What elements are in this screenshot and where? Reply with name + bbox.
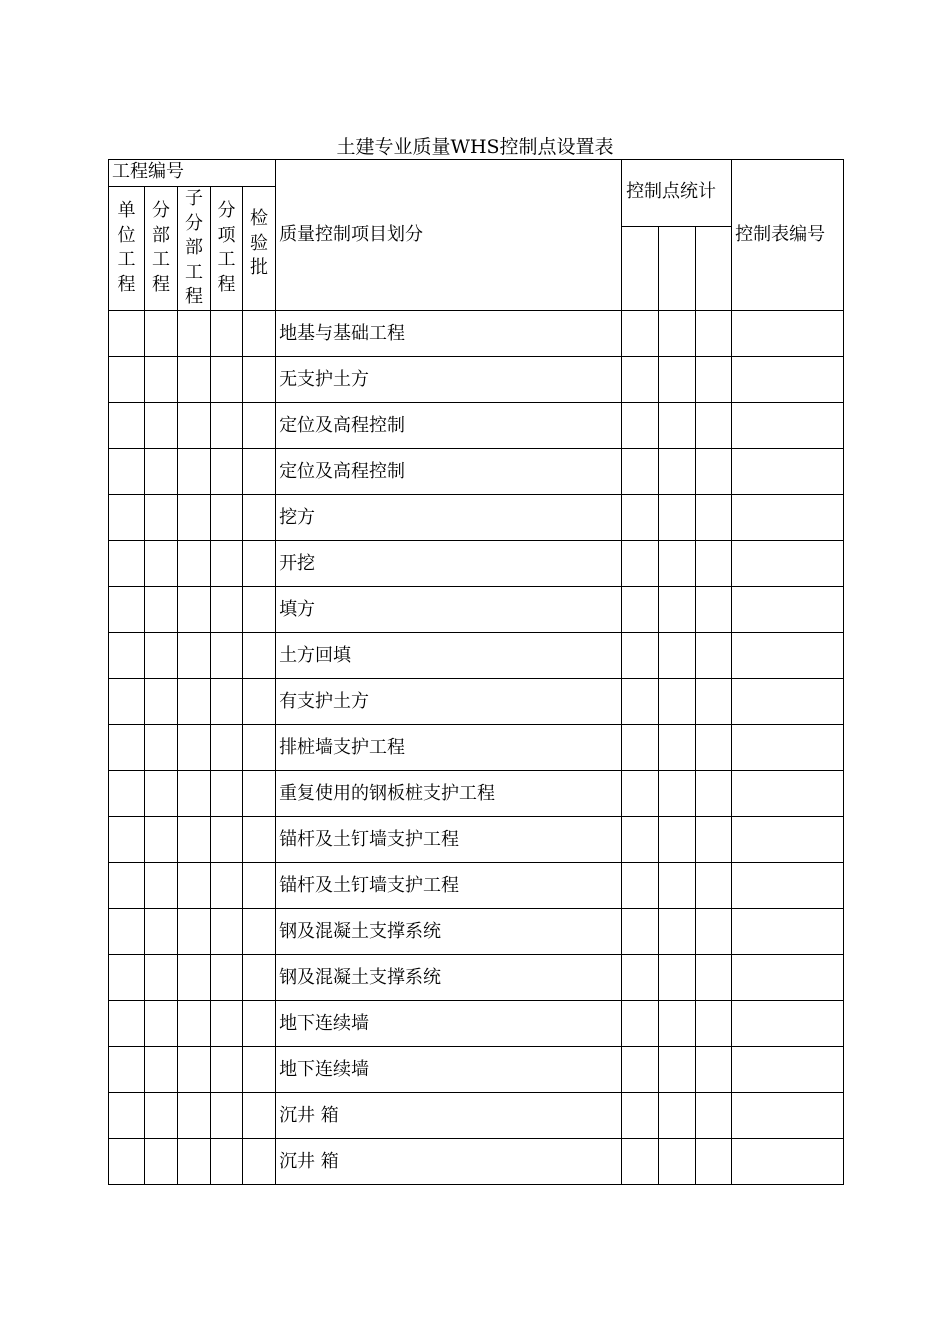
control-point-table: [108, 159, 844, 1185]
empty-cell: [732, 357, 844, 403]
empty-cell: [145, 725, 178, 771]
empty-cell: [178, 679, 211, 725]
empty-cell: [622, 1093, 659, 1139]
empty-cell: [145, 357, 178, 403]
empty-cell: [659, 1139, 696, 1185]
empty-cell: [178, 449, 211, 495]
empty-cell: [696, 633, 732, 679]
empty-cell: [659, 449, 696, 495]
empty-cell: [178, 771, 211, 817]
empty-cell: [145, 495, 178, 541]
empty-cell: [211, 403, 243, 449]
empty-cell: [243, 679, 276, 725]
empty-cell: [109, 541, 145, 587]
quality-item-cell: 锚杆及土钉墙支护工程: [276, 817, 622, 863]
empty-cell: [622, 587, 659, 633]
empty-cell: [622, 1001, 659, 1047]
empty-cell: [145, 311, 178, 357]
empty-cell: [732, 771, 844, 817]
empty-cell: [145, 1047, 178, 1093]
quality-item-cell: 重复使用的钢板桩支护工程: [276, 771, 622, 817]
empty-cell: [145, 587, 178, 633]
empty-cell: [732, 863, 844, 909]
header-control-point-stats: 控制点统计: [622, 160, 732, 227]
table-row: [109, 449, 844, 495]
empty-cell: [243, 541, 276, 587]
empty-cell: [732, 311, 844, 357]
empty-cell: [211, 357, 243, 403]
quality-item-cell: 排桩墙支护工程: [276, 725, 622, 771]
empty-cell: [243, 1001, 276, 1047]
empty-cell: [145, 863, 178, 909]
empty-cell: [732, 633, 844, 679]
header-inspection-lot: 检验批: [243, 187, 276, 311]
empty-cell: [696, 449, 732, 495]
table-row: [109, 495, 844, 541]
empty-cell: [109, 633, 145, 679]
empty-cell: [732, 817, 844, 863]
stat-col-1: [622, 227, 659, 311]
empty-cell: [659, 633, 696, 679]
empty-cell: [696, 817, 732, 863]
empty-cell: [696, 1047, 732, 1093]
empty-cell: [145, 771, 178, 817]
empty-cell: [145, 633, 178, 679]
empty-cell: [622, 817, 659, 863]
header-quality-items: 质量控制项目划分: [276, 160, 622, 311]
table-row: [109, 1001, 844, 1047]
table-row: [109, 817, 844, 863]
header-unit-project: 单位工程: [109, 187, 145, 311]
empty-cell: [109, 311, 145, 357]
empty-cell: [178, 633, 211, 679]
empty-cell: [622, 357, 659, 403]
empty-cell: [622, 449, 659, 495]
empty-cell: [178, 541, 211, 587]
empty-cell: [696, 495, 732, 541]
empty-cell: [145, 909, 178, 955]
empty-cell: [659, 771, 696, 817]
table-row: [109, 725, 844, 771]
table-row: [109, 909, 844, 955]
empty-cell: [109, 955, 145, 1001]
empty-cell: [622, 725, 659, 771]
empty-cell: [243, 357, 276, 403]
empty-cell: [243, 1093, 276, 1139]
empty-cell: [243, 403, 276, 449]
table-row: [109, 771, 844, 817]
table-row: [109, 633, 844, 679]
empty-cell: [622, 909, 659, 955]
empty-cell: [659, 403, 696, 449]
empty-cell: [109, 771, 145, 817]
quality-item-cell: 沉井 箱: [276, 1093, 622, 1139]
empty-cell: [109, 863, 145, 909]
header-sub-division-project: 子分部工程: [178, 187, 211, 311]
empty-cell: [109, 909, 145, 955]
empty-cell: [696, 955, 732, 1001]
header-sub-item-project: 分项工程: [211, 187, 243, 311]
empty-cell: [211, 771, 243, 817]
empty-cell: [145, 403, 178, 449]
empty-cell: [109, 1139, 145, 1185]
empty-cell: [145, 1139, 178, 1185]
empty-cell: [622, 1139, 659, 1185]
table-row: [109, 541, 844, 587]
table-row: [109, 1093, 844, 1139]
empty-cell: [211, 449, 243, 495]
empty-cell: [732, 587, 844, 633]
empty-cell: [659, 495, 696, 541]
empty-cell: [243, 771, 276, 817]
empty-cell: [109, 1047, 145, 1093]
quality-item-cell: 地下连续墙: [276, 1001, 622, 1047]
empty-cell: [178, 725, 211, 771]
empty-cell: [243, 909, 276, 955]
stat-col-2: [659, 227, 696, 311]
empty-cell: [243, 817, 276, 863]
quality-item-cell: 有支护土方: [276, 679, 622, 725]
empty-cell: [732, 909, 844, 955]
empty-cell: [178, 817, 211, 863]
quality-item-cell: 地基与基础工程: [276, 311, 622, 357]
empty-cell: [211, 311, 243, 357]
quality-item-cell: 沉井 箱: [276, 1139, 622, 1185]
empty-cell: [659, 357, 696, 403]
empty-cell: [243, 311, 276, 357]
empty-cell: [659, 679, 696, 725]
empty-cell: [109, 495, 145, 541]
empty-cell: [243, 955, 276, 1001]
empty-cell: [243, 449, 276, 495]
empty-cell: [732, 1001, 844, 1047]
quality-item-cell: 开挖: [276, 541, 622, 587]
empty-cell: [659, 1001, 696, 1047]
empty-cell: [178, 587, 211, 633]
table-row: [109, 679, 844, 725]
empty-cell: [211, 817, 243, 863]
empty-cell: [732, 403, 844, 449]
empty-cell: [178, 863, 211, 909]
quality-item-cell: 地下连续墙: [276, 1047, 622, 1093]
quality-item-cell: 无支护土方: [276, 357, 622, 403]
empty-cell: [109, 679, 145, 725]
empty-cell: [243, 863, 276, 909]
empty-cell: [659, 955, 696, 1001]
empty-cell: [622, 633, 659, 679]
table-row: [109, 403, 844, 449]
empty-cell: [696, 725, 732, 771]
empty-cell: [732, 1093, 844, 1139]
empty-cell: [178, 1139, 211, 1185]
empty-cell: [109, 449, 145, 495]
empty-cell: [696, 311, 732, 357]
empty-cell: [622, 403, 659, 449]
empty-cell: [243, 725, 276, 771]
empty-cell: [211, 909, 243, 955]
empty-cell: [659, 1047, 696, 1093]
document-title: 土建专业质量WHS控制点设置表: [336, 136, 614, 158]
empty-cell: [696, 587, 732, 633]
empty-cell: [659, 725, 696, 771]
empty-cell: [696, 1001, 732, 1047]
empty-cell: [732, 1139, 844, 1185]
empty-cell: [109, 817, 145, 863]
empty-cell: [732, 495, 844, 541]
empty-cell: [243, 633, 276, 679]
empty-cell: [696, 909, 732, 955]
empty-cell: [732, 541, 844, 587]
empty-cell: [211, 1001, 243, 1047]
empty-cell: [211, 1139, 243, 1185]
quality-item-cell: 定位及高程控制: [276, 449, 622, 495]
empty-cell: [243, 495, 276, 541]
empty-cell: [659, 587, 696, 633]
empty-cell: [659, 1093, 696, 1139]
empty-cell: [696, 679, 732, 725]
empty-cell: [109, 357, 145, 403]
empty-cell: [178, 1093, 211, 1139]
empty-cell: [659, 817, 696, 863]
empty-cell: [622, 541, 659, 587]
header-project-code: 工程编号: [109, 160, 276, 187]
empty-cell: [211, 587, 243, 633]
empty-cell: [732, 449, 844, 495]
empty-cell: [178, 311, 211, 357]
table-row: [109, 311, 844, 357]
empty-cell: [211, 679, 243, 725]
empty-cell: [732, 725, 844, 771]
table-row: [109, 587, 844, 633]
quality-item-cell: 挖方: [276, 495, 622, 541]
empty-cell: [659, 541, 696, 587]
empty-cell: [696, 1093, 732, 1139]
quality-item-cell: 填方: [276, 587, 622, 633]
stat-col-3: [696, 227, 732, 311]
quality-item-cell: 土方回填: [276, 633, 622, 679]
quality-item-cell: 锚杆及土钉墙支护工程: [276, 863, 622, 909]
empty-cell: [732, 679, 844, 725]
empty-cell: [178, 495, 211, 541]
empty-cell: [696, 863, 732, 909]
empty-cell: [211, 1047, 243, 1093]
empty-cell: [145, 679, 178, 725]
table-row: [109, 357, 844, 403]
empty-cell: [243, 1047, 276, 1093]
empty-cell: [696, 357, 732, 403]
table-row: [109, 955, 844, 1001]
empty-cell: [178, 403, 211, 449]
empty-cell: [659, 863, 696, 909]
empty-cell: [622, 863, 659, 909]
empty-cell: [145, 541, 178, 587]
header-control-table-no: 控制表编号: [732, 160, 844, 311]
empty-cell: [622, 771, 659, 817]
empty-cell: [243, 1139, 276, 1185]
empty-cell: [696, 541, 732, 587]
empty-cell: [211, 633, 243, 679]
empty-cell: [732, 955, 844, 1001]
empty-cell: [696, 403, 732, 449]
empty-cell: [732, 1047, 844, 1093]
empty-cell: [109, 725, 145, 771]
empty-cell: [109, 587, 145, 633]
empty-cell: [178, 1047, 211, 1093]
empty-cell: [145, 1093, 178, 1139]
empty-cell: [109, 1093, 145, 1139]
quality-item-cell: 钢及混凝土支撑系统: [276, 909, 622, 955]
empty-cell: [178, 909, 211, 955]
empty-cell: [178, 1001, 211, 1047]
empty-cell: [178, 357, 211, 403]
empty-cell: [622, 1047, 659, 1093]
empty-cell: [622, 311, 659, 357]
empty-cell: [211, 1093, 243, 1139]
table-row: [109, 1139, 844, 1185]
empty-cell: [211, 725, 243, 771]
empty-cell: [109, 1001, 145, 1047]
table-row: [109, 1047, 844, 1093]
empty-cell: [211, 541, 243, 587]
empty-cell: [211, 495, 243, 541]
header-division-project: 分部工程: [145, 187, 178, 311]
empty-cell: [696, 771, 732, 817]
empty-cell: [696, 1139, 732, 1185]
empty-cell: [109, 403, 145, 449]
empty-cell: [622, 495, 659, 541]
empty-cell: [659, 909, 696, 955]
empty-cell: [145, 955, 178, 1001]
empty-cell: [145, 449, 178, 495]
quality-item-cell: 钢及混凝土支撑系统: [276, 955, 622, 1001]
empty-cell: [243, 587, 276, 633]
empty-cell: [659, 311, 696, 357]
empty-cell: [211, 863, 243, 909]
empty-cell: [622, 955, 659, 1001]
empty-cell: [211, 955, 243, 1001]
empty-cell: [145, 817, 178, 863]
empty-cell: [145, 1001, 178, 1047]
table-row: [109, 863, 844, 909]
quality-item-cell: 定位及高程控制: [276, 403, 622, 449]
empty-cell: [622, 679, 659, 725]
empty-cell: [178, 955, 211, 1001]
